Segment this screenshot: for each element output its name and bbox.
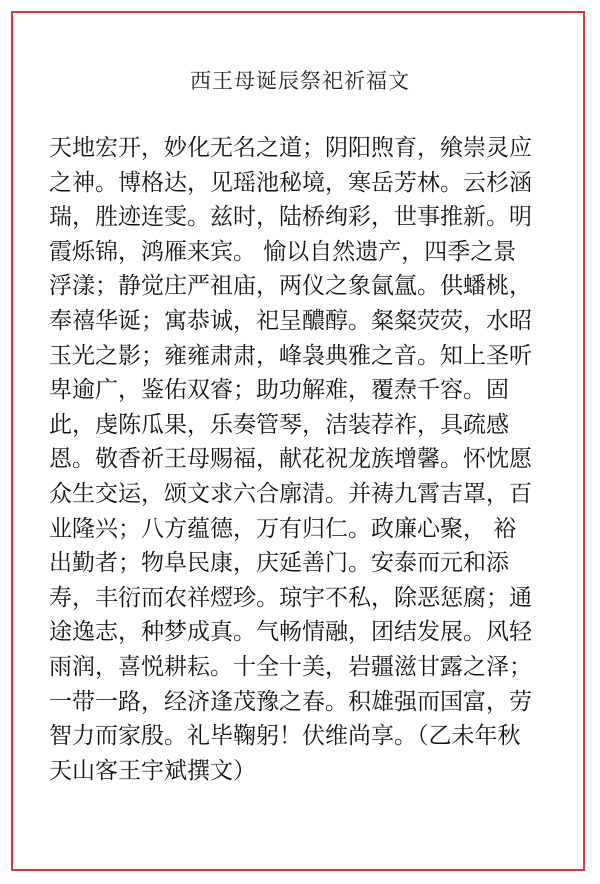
text-line: 浮漾；静觉庄严祖庙，两仪之象氤氲。供蟠桃，	[49, 273, 532, 300]
text-line: 此，虔陈瓜果，乐奏管琴，洁装荐祚，具疏感	[49, 411, 509, 438]
text-line: 业隆兴；八方蕴德，万有归仁。政廉心聚， 裕	[49, 515, 517, 542]
text-line: 众生交运，颂文求六合廓清。并祷九霄吉罩，百	[49, 480, 532, 507]
text-line: 卑逾广，鉴佑双睿；助功解难，覆焘千容。固	[49, 377, 509, 404]
document-title: 西王母诞辰祭祀祈福文	[190, 69, 410, 93]
text-line: 瑞，胜迹连雯。兹时，陆桥绚彩，世事推新。明	[49, 204, 532, 231]
text-line: 一带一路，经济逢茂豫之春。积雄强而国富，劳	[49, 688, 532, 715]
text-line: 天地宏开，妙化无名之道；阴阳煦育，飨崇灵应	[49, 135, 532, 161]
text-line: 霞烁锦，鸿雁来宾。 愉以自然遗产，四季之景	[49, 238, 517, 265]
document-body	[49, 131, 569, 788]
text-line: 天山客王宇斌撰文）	[49, 757, 256, 784]
text-line: 恩。敬香祈王母赐福，献花祝龙族增馨。怀忱愿	[49, 446, 532, 473]
text-line: 玉光之影；雍雍肃肃，峰袅典雅之音。知上圣听	[49, 342, 532, 369]
text-line: 寿，丰衍而农祥熤珍。琼宇不私，除恶惩腐；通	[49, 584, 532, 611]
text-line: 雨润，喜悦耕耘。十全十美，岩疆滋甘露之泽；	[49, 653, 532, 680]
text-line: 出勤者；物阜民康，庆延善门。安泰而元和添	[49, 550, 509, 577]
text-line: 途逸志，种梦成真。气畅情融，团结发展。风轻	[49, 619, 532, 646]
text-line: 奉禧华诞；寓恭诚，祀呈醲醇。粲粲荧荧，水昭	[49, 307, 532, 334]
text-line: 智力而家殷。礼毕鞠躬！伏维尚享。（乙未年秋	[49, 723, 521, 750]
red-border-frame	[11, 11, 585, 871]
text-line: 之神。博格达，见瑶池秘境，寒岳芳林。云杉涵	[49, 169, 532, 196]
